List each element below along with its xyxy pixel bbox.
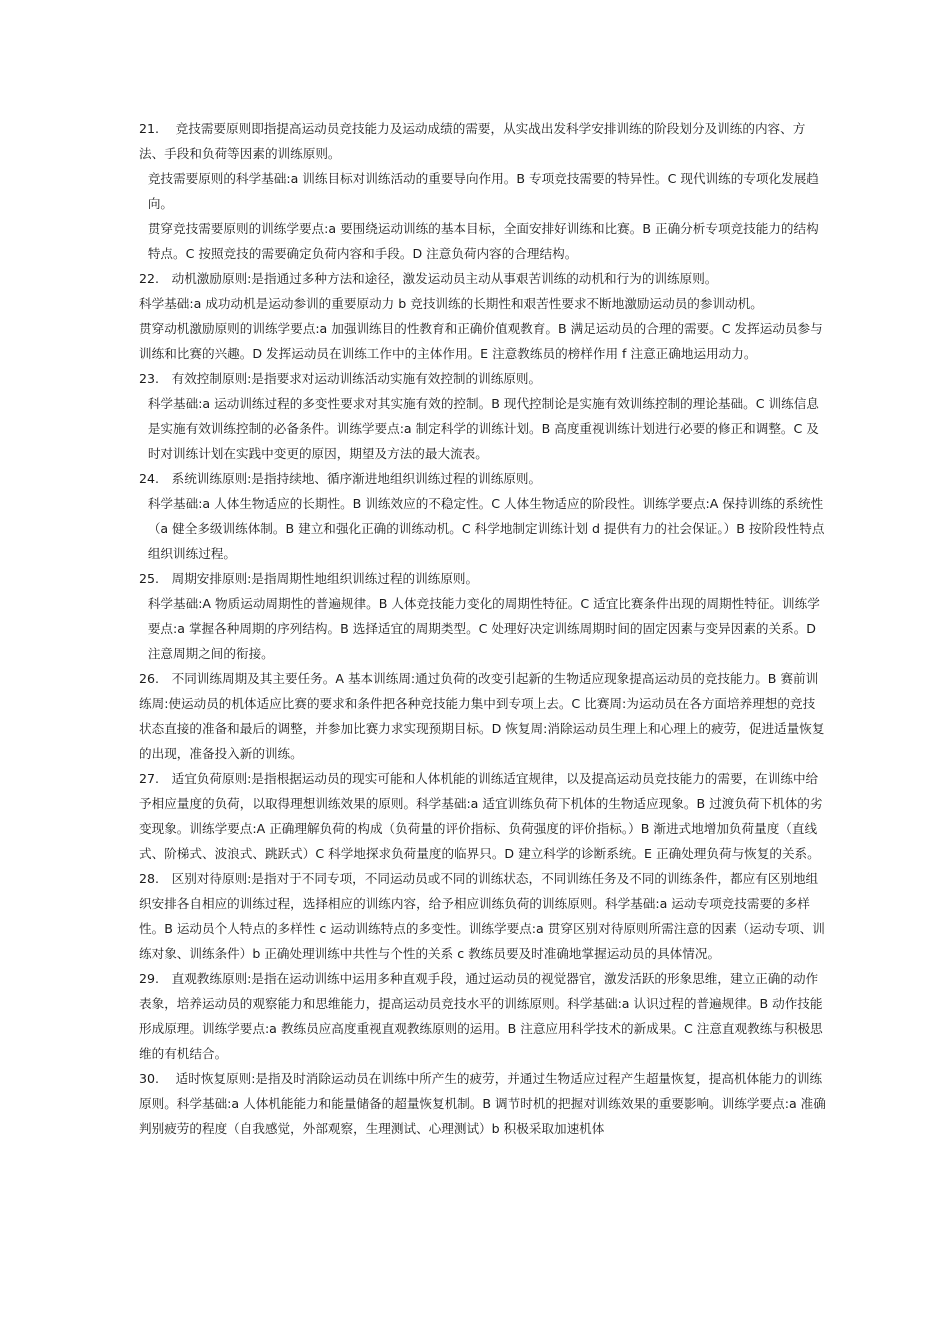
paragraph-27: 27. 适宜负荷原则:是指根据运动员的现实可能和人体机能的训练适宜规律，以及提高运动员竞技能力的需要，在训练中给予相应量度的负荷，以取得理想训练效果的原则。科学基础:a 适宜训练负荷下机体的生物适应现象。B 过渡负荷下机体的劣变现象。训练学要点:A 正确理解负荷的构成（负荷量的评价指标、负荷强度的评价指标。）B 渐进式地增加负荷量度（直线式、阶梯式、波浪式、跳跃式）C 科学地探求负荷量度的临界只。D 建立科学的诊断系统。E 正确处理负荷与恢复的关系。 bbox=[139, 771, 823, 861]
paragraph-24: 24. 系统训练原则:是指持续地、循序渐进地组织训练过程的训练原则。 bbox=[139, 471, 542, 486]
paragraph-29: 29. 直观教练原则:是指在运动训练中运用多种直观手段，通过运动员的视觉器官，激发活跃的形象思维，建立正确的动作表象，培养运动员的观察能力和思维能力，提高运动员竞技水平的训练原则。科学基础:a 认识过程的普遍规律。B 动作技能形成原理。训练学要点:a 教练员应高度重视直观教练原则的运用。B 注意应用科学技术的新成果。C 注意直观教练与积极思维的有机结合。 bbox=[139, 971, 823, 1061]
paragraph-25-basis: 科学基础:A 物质运动周期性的普遍规律。B 人体竞技能力变化的周期性特征。C 适宜比赛条件出现的周期性特征。训练学要点:a 掌握各种周期的序列结构。B 选择适宜的周期类型。C 处理好决定训练周期时间的固定因素与变异因素的关系。D 注意周期之间的衔接。 bbox=[147, 596, 820, 661]
paragraph-25: 25. 周期安排原则:是指周期性地组织训练过程的训练原则。 bbox=[139, 571, 479, 586]
paragraph-22-basis: 科学基础:a 成功动机是运动参训的重要原动力 b 竞技训练的长期性和艰苦性要求不断地激励运动员的参训动机。 bbox=[139, 296, 763, 311]
document-body bbox=[139, 116, 827, 1141]
paragraph-30: 30. 适时恢复原则:是指及时消除运动员在训练中所产生的疲劳，并通过生物适应过程产生超量恢复，提高机体能力的训练原则。科学基础:a 人体机能能力和能量储备的超量恢复机制。B 调节时机的把握对训练效果的重要影响。训练学要点:a 准确判别疲劳的程度（自我感觉，外部观察，生理测试、心理测试）b 积极采取加速机体 bbox=[139, 1071, 826, 1136]
paragraph-28: 28. 区别对待原则:是指对于不同专项，不同运动员或不同的训练状态，不同训练任务及不同的训练条件，都应有区别地组织安排各自相应的训练过程，选择相应的训练内容，给予相应训练负荷的训练原则。科学基础:a 运动专项竞技需要的多样性。B 运动员个人特点的多样性 c 运动训练特点的多变性。训练学要点:a 贯穿区别对待原则所需注意的因素（运动专项、训练对象、训练条件）b 正确处理训练中共性与个性的关系 c 教练员要及时准确地掌握运动员的具体情况。 bbox=[139, 871, 825, 961]
paragraph-23-basis: 科学基础:a 运动训练过程的多变性要求对其实施有效的控制。B 现代控制论是实施有效训练控制的理论基础。C 训练信息是实施有效训练控制的必备条件。训练学要点:a 制定科学的训练计划。B 高度重视训练计划进行必要的修正和调整。C 及时对训练计划在实践中变更的原因，期望及方法的最大流表。 bbox=[147, 396, 819, 461]
paragraph-21: 21. 竞技需要原则即指提高运动员竞技能力及运动成绩的需要，从实战出发科学安排训练的阶段划分及训练的内容、方法、手段和负荷等因素的训练原则。 bbox=[139, 121, 806, 161]
paragraph-22: 22. 动机激励原则:是指通过多种方法和途径，激发运动员主动从事艰苦训练的动机和行为的训练原则。 bbox=[139, 271, 718, 286]
paragraph-23: 23. 有效控制原则:是指要求对运动训练活动实施有效控制的训练原则。 bbox=[139, 371, 542, 386]
paragraph-24-basis: 科学基础:a 人体生物适应的长期性。B 训练效应的不稳定性。C 人体生物适应的阶段性。训练学要点:A 保持训练的系统性（a 健全多级训练体制。B 建立和强化正确的训练动机。C 科学地制定训练计划 d 提供有力的社会保证。）B 按阶段性特点组织训练过程。 bbox=[147, 496, 825, 561]
paragraph-22-points: 贯穿动机激励原则的训练学要点:a 加强训练目的性教育和正确价值观教育。B 满足运动员的合理的需要。C 发挥运动员参与训练和比赛的兴趣。D 发挥运动员在训练工作中的主体作用。E 注意教练员的榜样作用 f 注意正确地运用动力。 bbox=[139, 321, 823, 361]
paragraph-26: 26. 不同训练周期及其主要任务。A 基本训练周:通过负荷的改变引起新的生物适应现象提高运动员的竞技能力。B 赛前训练周:使运动员的机体适应比赛的要求和条件把各种竞技能力集中到专项上去。C 比赛周:为运动员在各方面培养理想的竞技状态直接的准备和最后的调整，并参加比赛力求实现预期目标。D 恢复周:消除运动员生理上和心理上的疲劳，促进适量恢复的出现，准备投入新的训练。 bbox=[139, 671, 825, 761]
paragraph-21-points: 贯穿竞技需要原则的训练学要点:a 要围绕运动训练的基本目标，全面安排好训练和比赛。B 正确分析专项竞技能力的结构特点。C 按照竞技的需要确定负荷内容和手段。D 注意负荷内容的合理结构。 bbox=[147, 221, 819, 261]
paragraph-21-basis: 竞技需要原则的科学基础:a 训练目标对训练活动的重要导向作用。B 专项竞技需要的特异性。C 现代训练的专项化发展趋向。 bbox=[147, 171, 819, 211]
